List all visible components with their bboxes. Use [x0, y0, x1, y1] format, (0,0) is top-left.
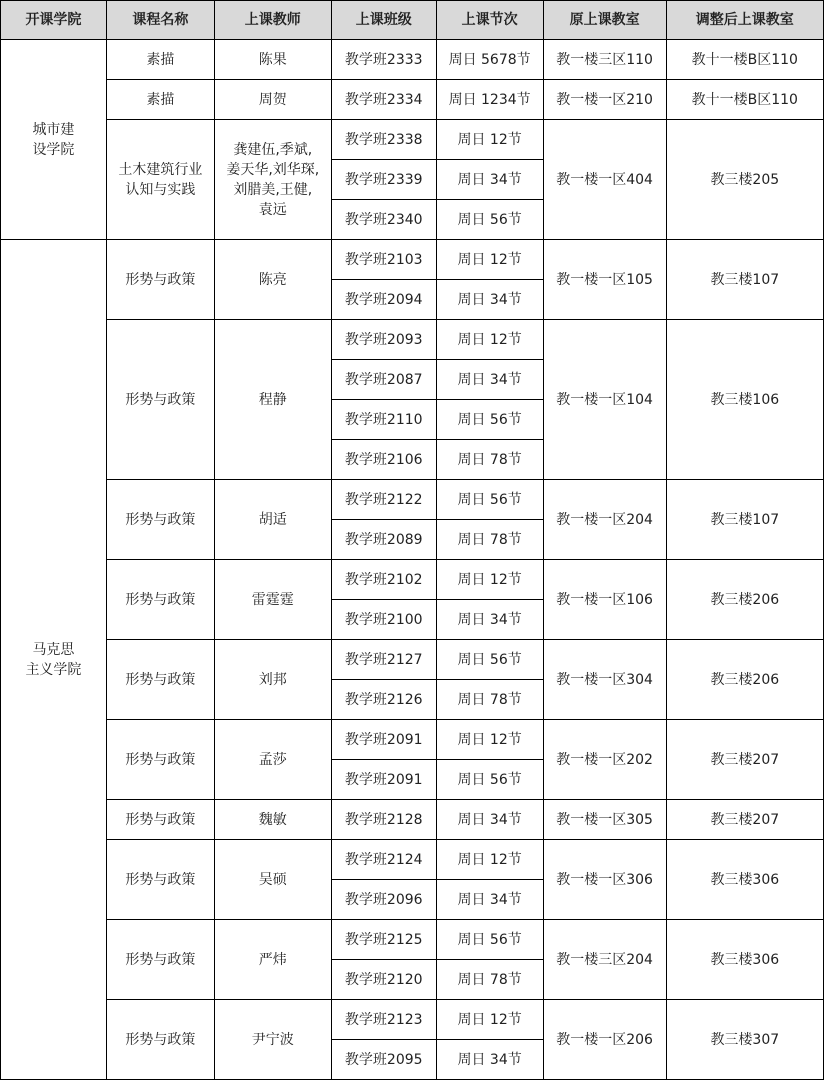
class-cell: 教学班2095 [331, 1040, 436, 1080]
teacher-cell: 程静 [214, 320, 331, 480]
table-body [1, 40, 824, 1080]
college-cell: 马克思 主义学院 [1, 240, 107, 1080]
header-college: 开课学院 [1, 1, 107, 40]
new-room-cell: 教三楼107 [666, 240, 823, 320]
header-course: 课程名称 [106, 1, 214, 40]
class-cell: 教学班2333 [331, 40, 436, 80]
header-new-room: 调整后上课教室 [666, 1, 823, 40]
orig-room-cell: 教一楼一区106 [543, 560, 666, 640]
period-cell: 周日 34节 [436, 280, 543, 320]
course-cell: 素描 [106, 80, 214, 120]
header-row [1, 1, 824, 40]
teacher-cell: 尹宁波 [214, 1000, 331, 1080]
class-cell: 教学班2106 [331, 440, 436, 480]
period-cell: 周日 12节 [436, 240, 543, 280]
period-cell: 周日 34节 [436, 1040, 543, 1080]
class-cell: 教学班2340 [331, 200, 436, 240]
period-cell: 周日 56节 [436, 480, 543, 520]
period-cell: 周日 12节 [436, 320, 543, 360]
new-room-cell: 教三楼207 [666, 800, 823, 840]
class-cell: 教学班2096 [331, 880, 436, 920]
orig-room-cell: 教一楼一区305 [543, 800, 666, 840]
course-cell: 素描 [106, 40, 214, 80]
table-row [1, 920, 824, 960]
course-cell: 形势与政策 [106, 920, 214, 1000]
table-row [1, 80, 824, 120]
header-class: 上课班级 [331, 1, 436, 40]
header-teacher: 上课教师 [214, 1, 331, 40]
table-row [1, 640, 824, 680]
class-cell: 教学班2110 [331, 400, 436, 440]
table-row [1, 480, 824, 520]
new-room-cell: 教十一楼B区110 [666, 80, 823, 120]
new-room-cell: 教三楼106 [666, 320, 823, 480]
class-cell: 教学班2103 [331, 240, 436, 280]
course-cell: 形势与政策 [106, 560, 214, 640]
period-cell: 周日 34节 [436, 600, 543, 640]
period-cell: 周日 56节 [436, 920, 543, 960]
header-period: 上课节次 [436, 1, 543, 40]
period-cell: 周日 34节 [436, 800, 543, 840]
orig-room-cell: 教一楼一区206 [543, 1000, 666, 1080]
teacher-cell: 龚建伍,季斌, 姜天华,刘华琛, 刘腊美,王健, 袁远 [214, 120, 331, 240]
period-cell: 周日 12节 [436, 840, 543, 880]
class-cell: 教学班2120 [331, 960, 436, 1000]
period-cell: 周日 34节 [436, 160, 543, 200]
class-cell: 教学班2125 [331, 920, 436, 960]
period-cell: 周日 56节 [436, 640, 543, 680]
period-cell: 周日 56节 [436, 200, 543, 240]
orig-room-cell: 教一楼一区304 [543, 640, 666, 720]
new-room-cell: 教十一楼B区110 [666, 40, 823, 80]
table-row [1, 40, 824, 80]
period-cell: 周日 34节 [436, 360, 543, 400]
orig-room-cell: 教一楼一区202 [543, 720, 666, 800]
course-cell: 形势与政策 [106, 640, 214, 720]
class-cell: 教学班2339 [331, 160, 436, 200]
table-header [1, 1, 824, 40]
new-room-cell: 教三楼206 [666, 560, 823, 640]
teacher-cell: 雷霆霆 [214, 560, 331, 640]
period-cell: 周日 56节 [436, 400, 543, 440]
period-cell: 周日 12节 [436, 560, 543, 600]
new-room-cell: 教三楼306 [666, 920, 823, 1000]
class-cell: 教学班2100 [331, 600, 436, 640]
course-cell: 形势与政策 [106, 840, 214, 920]
orig-room-cell: 教一楼一区204 [543, 480, 666, 560]
class-cell: 教学班2127 [331, 640, 436, 680]
orig-room-cell: 教一楼一区306 [543, 840, 666, 920]
course-cell: 土木建筑行业 认知与实践 [106, 120, 214, 240]
orig-room-cell: 教一楼一区210 [543, 80, 666, 120]
class-cell: 教学班2338 [331, 120, 436, 160]
period-cell: 周日 12节 [436, 120, 543, 160]
table-row [1, 800, 824, 840]
class-cell: 教学班2091 [331, 720, 436, 760]
class-cell: 教学班2124 [331, 840, 436, 880]
period-cell: 周日 56节 [436, 760, 543, 800]
teacher-cell: 吴硕 [214, 840, 331, 920]
table-row [1, 1000, 824, 1040]
class-cell: 教学班2123 [331, 1000, 436, 1040]
teacher-cell: 魏敏 [214, 800, 331, 840]
teacher-cell: 严炜 [214, 920, 331, 1000]
period-cell: 周日 12节 [436, 720, 543, 760]
period-cell: 周日 1234节 [436, 80, 543, 120]
class-cell: 教学班2094 [331, 280, 436, 320]
period-cell: 周日 78节 [436, 440, 543, 480]
new-room-cell: 教三楼206 [666, 640, 823, 720]
new-room-cell: 教三楼107 [666, 480, 823, 560]
new-room-cell: 教三楼207 [666, 720, 823, 800]
college-cell: 城市建 设学院 [1, 40, 107, 240]
course-cell: 形势与政策 [106, 320, 214, 480]
new-room-cell: 教三楼205 [666, 120, 823, 240]
period-cell: 周日 5678节 [436, 40, 543, 80]
table-row [1, 560, 824, 600]
course-cell: 形势与政策 [106, 720, 214, 800]
orig-room-cell: 教一楼一区104 [543, 320, 666, 480]
teacher-cell: 刘邦 [214, 640, 331, 720]
table-row [1, 240, 824, 280]
table-row [1, 840, 824, 880]
header-orig-room: 原上课教室 [543, 1, 666, 40]
class-cell: 教学班2128 [331, 800, 436, 840]
class-cell: 教学班2091 [331, 760, 436, 800]
class-cell: 教学班2334 [331, 80, 436, 120]
class-cell: 教学班2087 [331, 360, 436, 400]
teacher-cell: 孟莎 [214, 720, 331, 800]
teacher-cell: 陈亮 [214, 240, 331, 320]
course-cell: 形势与政策 [106, 240, 214, 320]
teacher-cell: 胡适 [214, 480, 331, 560]
teacher-cell: 陈果 [214, 40, 331, 80]
class-cell: 教学班2093 [331, 320, 436, 360]
orig-room-cell: 教一楼一区404 [543, 120, 666, 240]
period-cell: 周日 78节 [436, 960, 543, 1000]
course-cell: 形势与政策 [106, 480, 214, 560]
course-cell: 形势与政策 [106, 1000, 214, 1080]
orig-room-cell: 教一楼一区105 [543, 240, 666, 320]
class-cell: 教学班2089 [331, 520, 436, 560]
course-cell: 形势与政策 [106, 800, 214, 840]
class-cell: 教学班2122 [331, 480, 436, 520]
class-cell: 教学班2102 [331, 560, 436, 600]
period-cell: 周日 78节 [436, 680, 543, 720]
table-row [1, 320, 824, 360]
period-cell: 周日 78节 [436, 520, 543, 560]
table-row [1, 120, 824, 160]
table-row [1, 720, 824, 760]
new-room-cell: 教三楼307 [666, 1000, 823, 1080]
new-room-cell: 教三楼306 [666, 840, 823, 920]
class-cell: 教学班2126 [331, 680, 436, 720]
orig-room-cell: 教一楼三区110 [543, 40, 666, 80]
period-cell: 周日 34节 [436, 880, 543, 920]
orig-room-cell: 教一楼三区204 [543, 920, 666, 1000]
teacher-cell: 周贺 [214, 80, 331, 120]
period-cell: 周日 12节 [436, 1000, 543, 1040]
